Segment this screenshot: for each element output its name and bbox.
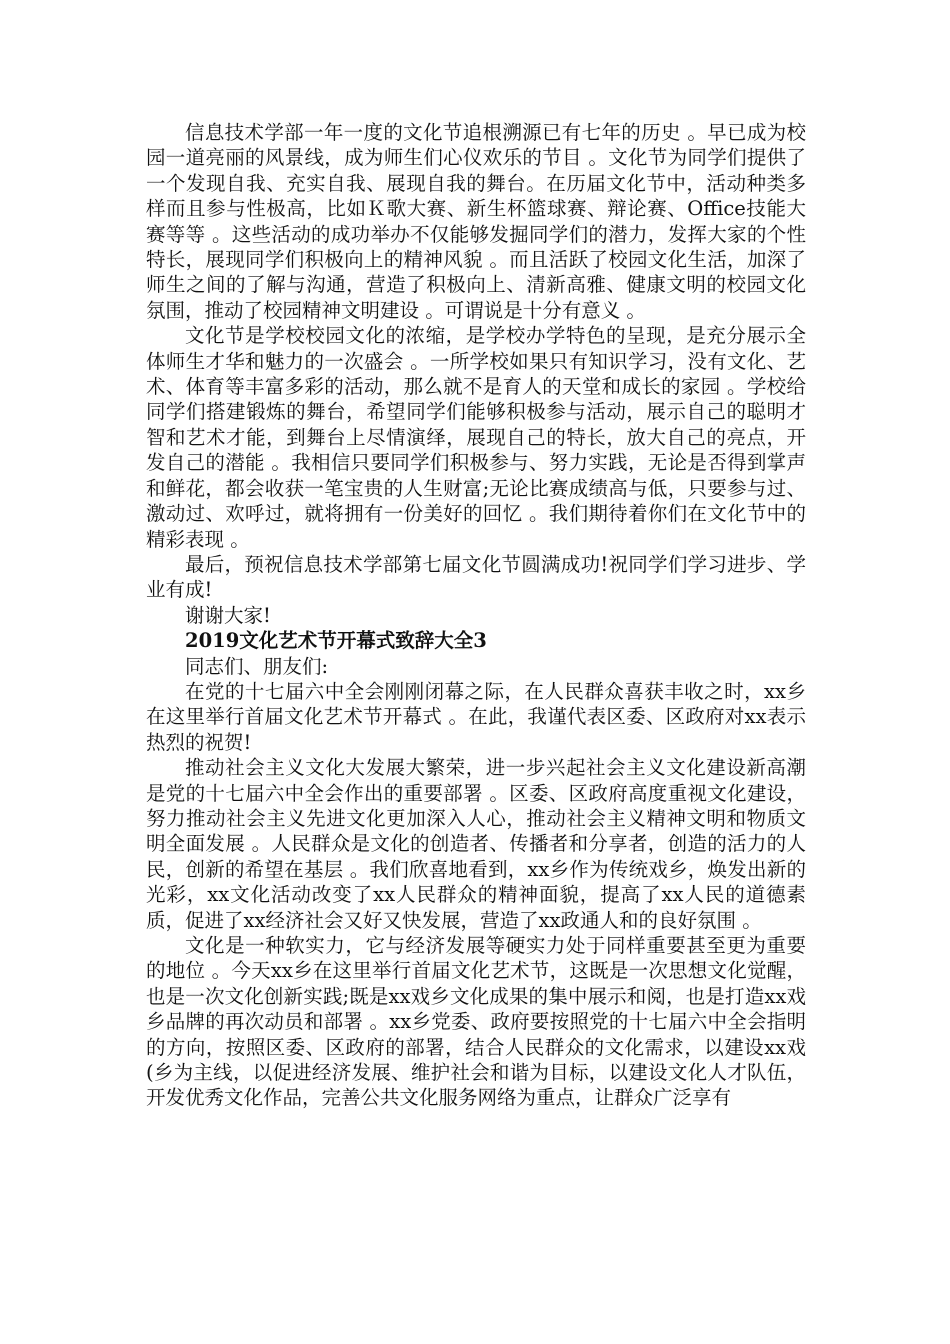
paragraph-thanks: 谢谢大家! <box>185 603 271 627</box>
paragraph-closing-wishes: 最后，预祝信息技术学部第七届文化节圆满成功!祝同学们学习进步、学业有成! <box>146 552 806 602</box>
paragraph-salutation: 同志们、朋友们: <box>185 654 329 678</box>
paragraph-festival-meaning: 文化节是学校校园文化的浓缩，是学校办学特色的呈现，是充分展示全体师生才华和魅力的一次盛会 。一所学校如果只有知识学习，没有文化、艺术、体育等丰富多彩的活动，那么就不是育人的天堂和成长的家园 。学校给同学们搭建锻炼的舞台，希望同学们能够积极参与活动，展示自己的聪明才智和艺术才能，到舞台上尽情演绎，展现自己的特长，放大自己的亮点，开发自己的潜能 。我相信只要同学们积极参与、努力实践，无论是否得到掌声和鲜花，都会收获一笔宝贵的人生财富;无论比赛成绩高与低，只要参与过、激动过、欢呼过，就将拥有一份美好的回忆 。我们期待着你们在文化节中的精彩表现 。 <box>146 324 806 551</box>
paragraph-festival-history: 信息技术学部一年一度的文化节追根溯源已有七年的历史 。早已成为校园一道亮丽的风景线，成为师生们心仪欢乐的节目 。文化节为同学们提供了一个发现自我、充实自我、展现自我的舞台。在历届文化节中，活动种类多样而且参与性极高，比如Ｋ歌大赛、新生杯篮球赛、辩论赛、Office技能大赛等等 。这些活动的成功举办不仅能够发掘同学们的潜力，发挥大家的个性特长，展现同学们积极向上的精神风貌 。而且活跃了校园文化生活，加深了师生之间的了解与沟通，营造了积极向上、清新高雅、健康文明的校园文化氛围，推动了校园精神文明建设 。可谓说是十分有意义 。 <box>146 121 806 322</box>
document-page <box>146 120 806 1111</box>
paragraph-soft-power: 文化是一种软实力，它与经济发展等硬实力处于同样重要甚至更为重要的地位 。今天xx乡在这里举行首届文化艺术节，这既是一次思想文化觉醒，也是一次文化创新实践;既是xx戏乡文化成果的集中展示和阅，也是打造xx戏乡品牌的再次动员和部署 。xx乡党委、政府要按照党的十七届六中全会指明的方向，按照区委、区政府的部署，结合人民群众的文化需求，以建设xx戏(乡为主线，以促进经济发展、维护社会和谐为目标，以建设文化人才队伍，开发优秀文化作品，完善公共文化服务网络为重点，让群众广泛享有 <box>146 934 806 1110</box>
paragraph-culture-development: 推动社会主义文化大发展大繁荣，进一步兴起社会主义文化建设新高潮是党的十七届六中全会作出的重要部署 。区委、区政府高度重视文化建设，努力推动社会主义先进文化更加深入人心，推动社会主义精神文明和物质文明全面发展 。人民群众是文化的创造者、传播者和分享者，创造的活力的人民，创新的希望在基层 。我们欣喜地看到，xx乡作为传统戏乡，焕发出新的光彩，xx文化活动改变了xx人民群众的精神面貌，提高了xx人民的道德素质，促进了xx经济社会又好又快发展，营造了xx政通人和的良好氛围 。 <box>146 756 806 932</box>
section-heading: 2019文化艺术节开幕式致辞大全3 <box>185 629 487 653</box>
paragraph-opening-congratulations: 在党的十七届六中全会刚刚闭幕之际，在人民群众喜获丰收之时，xx乡在这里举行首届文化艺术节开幕式 。在此，我谨代表区委、区政府对xx表示热烈的祝贺! <box>146 679 806 754</box>
